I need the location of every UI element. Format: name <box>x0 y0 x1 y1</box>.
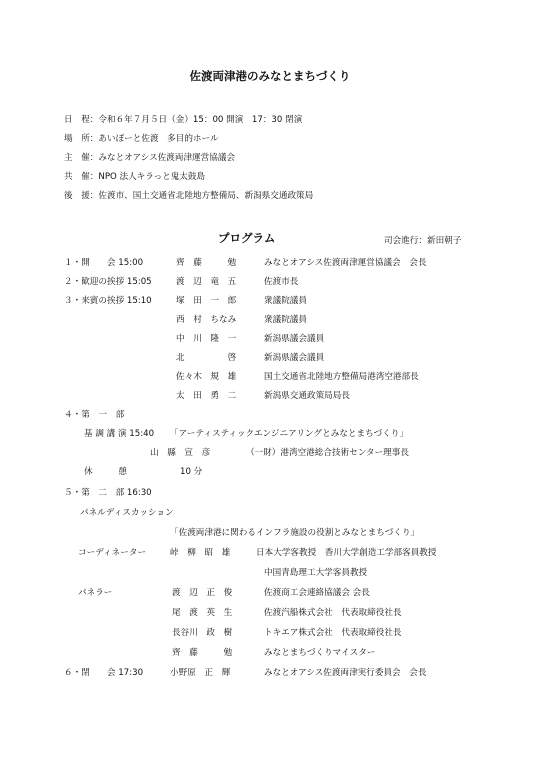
part2-label: ５・第 二 部 16:30 <box>64 488 152 498</box>
panelist-name: 渡 辺 正 俊 <box>172 588 233 598</box>
guests-label: ３・来賓の挨拶 15:10 <box>64 296 152 306</box>
guest-role: 新潟県交通政策局局長 <box>264 391 350 401</box>
guest-role: 衆議院議員 <box>264 315 307 325</box>
program-title: プログラム <box>218 231 276 245</box>
opening-name: 齊 藤 勉 <box>176 258 237 268</box>
closing-name: 小野原 正 輝 <box>170 668 231 678</box>
detail-row <box>64 153 235 163</box>
detail-label: 後 援： <box>64 191 99 201</box>
guest-role: 国土交通省北陸地方整備局港湾空港部長 <box>264 372 419 382</box>
guest-name: 北 啓 <box>176 353 237 363</box>
coordinator-label: コーディネーター <box>78 548 147 558</box>
detail-value: 佐渡市、国土交通省北陸地方整備局、新潟県交通政策局 <box>98 191 314 201</box>
detail-label: 共 催： <box>64 172 99 182</box>
detail-row <box>64 134 219 144</box>
part1-label: ４・第 一 部 <box>64 410 125 420</box>
opening-role: みなとオアシス佐渡両津運営協議会 会長 <box>264 258 427 268</box>
guest-name: 太 田 勇 二 <box>176 391 237 401</box>
panelist-role: トキエア株式会社 代表取締役社長 <box>264 628 402 638</box>
keynote-role: （一財）港湾空港総合技術センター理事長 <box>246 448 409 458</box>
break-label: 休 憩 <box>84 467 127 477</box>
detail-value: NPO 法人キラっと鬼太鼓島 <box>98 172 206 182</box>
panelist-name: 長谷川 政 樹 <box>172 628 233 638</box>
panelist-role: 佐渡商工会連絡協議会 会長 <box>264 588 370 598</box>
guest-role: 新潟県議会議員 <box>264 334 325 344</box>
guest-name: 西 村 ちなみ <box>176 315 237 325</box>
welcome-label: ２・歓迎の挨拶 15:05 <box>64 277 152 287</box>
opening-label: １・開 会 15:00 <box>64 258 144 268</box>
coordinator-role-2: 中国青島理工大学客員教授 <box>264 568 368 578</box>
welcome-name: 渡 辺 竜 五 <box>176 277 237 287</box>
guest-name: 塚 田 一 郎 <box>176 296 237 306</box>
welcome-role: 佐渡市長 <box>264 277 299 287</box>
keynote-title: 「アーティスティックエンジニアリングとみなとまちづくり」 <box>170 429 409 439</box>
detail-row <box>64 172 205 182</box>
closing-role: みなとオアシス佐渡両津実行委員会 会長 <box>264 668 427 678</box>
panelist-role: みなとまちづくりマイスター <box>264 648 376 658</box>
keynote-speaker: 山 縣 宣 彦 <box>150 448 211 458</box>
guest-role: 新潟県議会議員 <box>264 353 325 363</box>
break-duration: 10 分 <box>180 467 203 477</box>
panelist-label: パネラー <box>78 588 113 598</box>
panel-label: パネルディスカッション <box>80 508 174 518</box>
host-name: 司会進行：新田朝子 <box>384 236 462 246</box>
panelist-name: 尾 渡 英 生 <box>172 608 233 618</box>
detail-label: 日 程： <box>64 115 99 125</box>
panelist-name: 齊 藤 勉 <box>172 648 233 658</box>
document-title: 佐渡両津港のみなとまちづくり <box>189 69 351 83</box>
panelist-role: 佐渡汽船株式会社 代表取締役社長 <box>264 608 402 618</box>
coordinator-name: 峠 柳 昭 雄 <box>170 548 231 558</box>
detail-value: 令和６年７月５日（金）15：00 開演 17：30 閉演 <box>98 115 303 125</box>
detail-value: あいぽーと佐渡 多目的ホール <box>98 134 219 144</box>
coordinator-role: 日本大学客教授 香川大学創造工学部客員教授 <box>256 548 437 558</box>
detail-value: みなとオアシス佐渡両津運営協議会 <box>98 153 236 163</box>
closing-label: ６・閉 会 17:30 <box>64 668 144 678</box>
keynote-label: 基 調 講 演 15:40 <box>84 429 155 439</box>
guest-name: 佐々木 規 雄 <box>176 372 237 382</box>
guest-name: 中 川 隆 一 <box>176 334 237 344</box>
panel-title: 「佐渡両津港に関わるインフラ施設の役割とみなとまちづくり」 <box>170 528 420 538</box>
detail-row <box>64 191 313 201</box>
detail-label: 主 催： <box>64 153 99 163</box>
guest-role: 衆議院議員 <box>264 296 307 306</box>
detail-label: 場 所： <box>64 134 99 144</box>
detail-row <box>64 115 302 125</box>
